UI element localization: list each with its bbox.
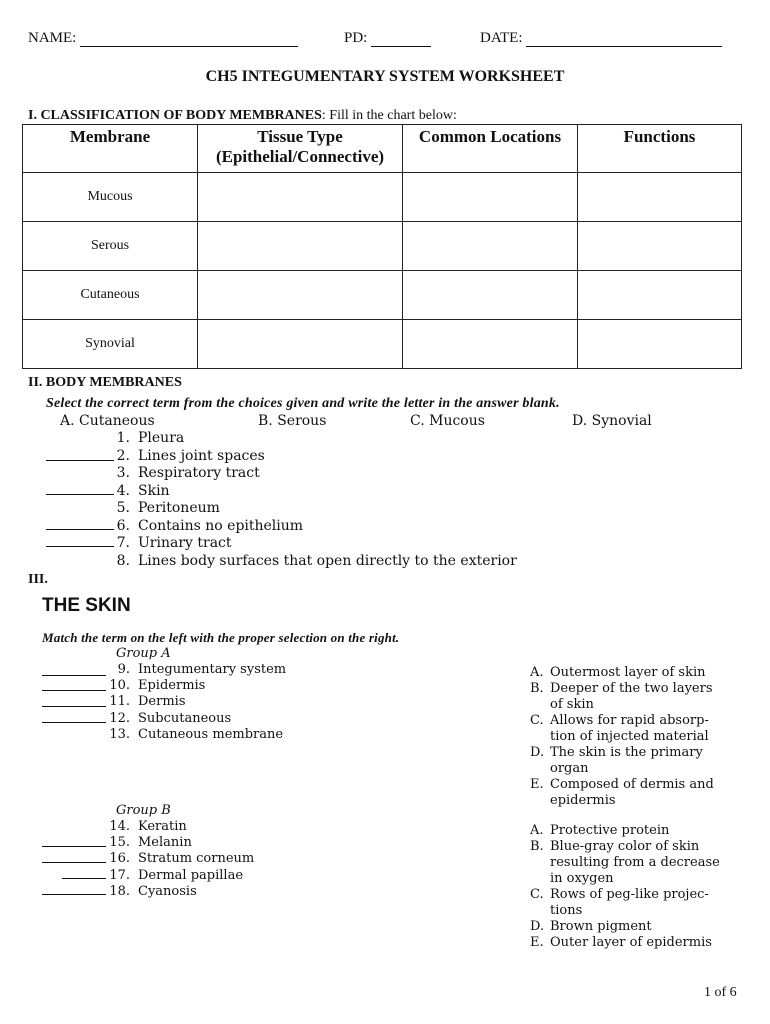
cell-blank[interactable]	[403, 222, 578, 271]
date-label: DATE:	[480, 30, 523, 46]
option-item: D. Brown pigment	[530, 919, 652, 934]
list-item: 7. Urinary tract	[116, 535, 232, 551]
list-item: 18. Cyanosis	[109, 883, 197, 899]
option-item: E. Outer layer of epidermis	[530, 935, 712, 950]
name-label: NAME:	[28, 30, 77, 46]
cell-blank[interactable]	[198, 271, 403, 320]
group-b-options	[530, 823, 720, 951]
list-item: 8. Lines body surfaces that open directly to the exterior	[116, 552, 517, 569]
row-synovial: Synovial	[23, 320, 198, 369]
cell-blank[interactable]	[198, 173, 403, 222]
choice-a: A. Cutaneous	[60, 413, 155, 429]
list-item: 4. Skin	[116, 482, 170, 499]
list-item: 16. Stratum corneum	[109, 851, 255, 867]
option-item: A. Outermost layer of skin	[530, 665, 706, 680]
answer-blank[interactable]	[62, 878, 106, 879]
list-item: 13. Cutaneous membrane	[109, 726, 284, 742]
answer-blank[interactable]	[42, 862, 106, 863]
list-item: 10. Epidermis	[109, 678, 206, 694]
cell-blank[interactable]	[578, 320, 742, 369]
cell-blank[interactable]	[578, 222, 742, 271]
choice-c: C. Mucous	[410, 413, 485, 429]
option-item: B. Deeper of the two layers of skin	[530, 681, 713, 712]
group-a-label: Group A	[116, 646, 171, 661]
option-item: E. Composed of dermis and epidermis	[530, 777, 714, 808]
pd-field[interactable]	[344, 30, 431, 47]
list-item: 2. Lines joint spaces	[116, 447, 265, 464]
answer-blank[interactable]	[42, 690, 106, 691]
option-item: D. The skin is the primary organ	[530, 745, 703, 776]
name-field[interactable]	[28, 30, 298, 47]
option-item: C. Allows for rapid absorp- tion of injected material	[530, 713, 709, 744]
page-number: 1 of 6	[704, 985, 737, 1000]
option-item: C. Rows of peg-like projec- tions	[530, 887, 709, 918]
list-item: 6. Contains no epithelium	[116, 517, 304, 534]
list-item: 17. Dermal papillae	[109, 867, 244, 883]
option-item: B. Blue-gray color of skin resulting from a decrease in oxygen	[530, 839, 720, 886]
answer-blank[interactable]	[42, 706, 106, 707]
answer-blank[interactable]	[42, 846, 106, 847]
col-tissue-type-sub: (Epithelial/Connective)	[215, 147, 385, 166]
list-item: 3. Respiratory tract	[116, 465, 260, 481]
cell-blank[interactable]	[403, 173, 578, 222]
section2-instruction: Select the correct term from the choices given and write the letter in the answer blank.	[46, 396, 560, 411]
cell-blank[interactable]	[403, 271, 578, 320]
col-common-locations: Common Locations	[403, 125, 578, 173]
answer-blank[interactable]	[42, 722, 106, 723]
answer-blank[interactable]	[42, 894, 106, 895]
col-membrane: Membrane	[23, 125, 198, 173]
choice-b: B. Serous	[258, 413, 327, 429]
section1-instruction: : Fill in the chart below:	[321, 108, 457, 123]
list-item: 14. Keratin	[109, 819, 187, 834]
cell-blank[interactable]	[198, 320, 403, 369]
row-cutaneous: Cutaneous	[23, 271, 198, 320]
answer-blank[interactable]	[46, 494, 114, 495]
answer-blank[interactable]	[46, 546, 114, 547]
list-item: 15. Melanin	[109, 835, 192, 851]
cell-blank[interactable]	[578, 271, 742, 320]
list-item: 9. Integumentary system	[117, 662, 287, 677]
list-item: 1. Pleura	[116, 430, 185, 446]
list-item: 11. Dermis	[109, 694, 186, 710]
pd-label: PD:	[344, 30, 368, 46]
list-item: 12. Subcutaneous	[109, 710, 232, 726]
skin-title: THE SKIN	[42, 595, 131, 616]
section3-instruction: Match the term on the left with the proper selection on the right.	[42, 630, 400, 645]
list-item: 5. Peritoneum	[116, 500, 220, 516]
answer-blank[interactable]	[46, 529, 114, 530]
row-mucous: Mucous	[23, 173, 198, 222]
col-functions: Functions	[578, 125, 742, 173]
section1-heading-line	[28, 108, 457, 124]
section2-heading: II. BODY MEMBRANES	[28, 375, 182, 390]
section2-items	[108, 430, 517, 570]
cell-blank[interactable]	[578, 173, 742, 222]
choice-d: D. Synovial	[572, 413, 652, 429]
section3-heading: III.	[28, 572, 48, 587]
pd-blank[interactable]	[371, 32, 431, 47]
section1-heading: I. CLASSIFICATION OF BODY MEMBRANES	[28, 108, 322, 123]
date-field[interactable]	[480, 30, 722, 47]
group-a-items	[108, 662, 286, 743]
worksheet-title: CH5 INTEGUMENTARY SYSTEM WORKSHEET	[205, 68, 565, 85]
cell-blank[interactable]	[198, 222, 403, 271]
answer-blank[interactable]	[42, 675, 106, 676]
date-blank[interactable]	[526, 32, 722, 47]
name-blank[interactable]	[80, 32, 298, 47]
col-tissue-type-label: Tissue Type	[257, 127, 343, 146]
group-b-items	[108, 819, 254, 900]
group-b-label: Group B	[116, 803, 171, 818]
row-serous: Serous	[23, 222, 198, 271]
group-a-options	[530, 665, 714, 809]
answer-blank[interactable]	[46, 460, 114, 461]
cell-blank[interactable]	[403, 320, 578, 369]
membrane-chart	[22, 124, 742, 369]
col-tissue-type	[198, 125, 403, 173]
option-item: A. Protective protein	[530, 823, 670, 838]
